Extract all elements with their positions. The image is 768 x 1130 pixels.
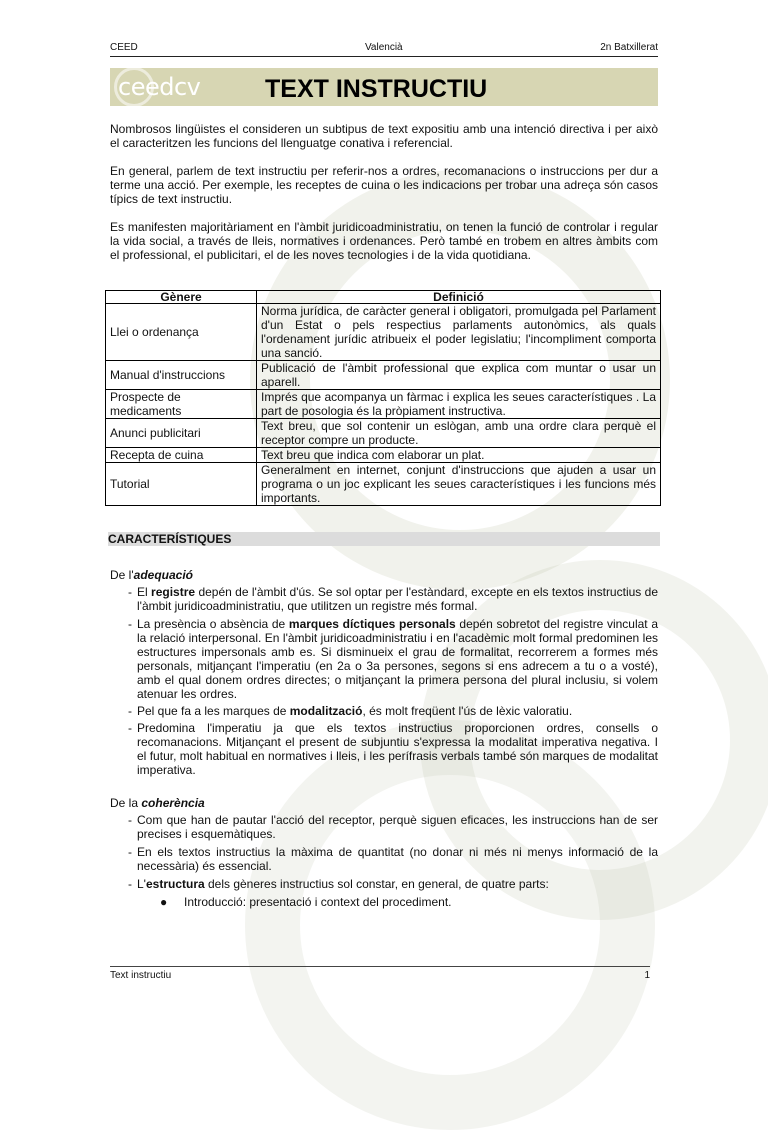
bullet-icon: ● [160,895,168,909]
intro-paragraph: En general, parlem de text instructiu per referir-nos a ordres, recomanacions o instruccions per dur a terme una acció. Per exemple, les receptes de cuina o les indicacions per trobar una adreça són casos típics de text instructiu. [110,164,658,206]
genre-cell: Anunci publicitari [106,419,257,448]
column-header: Definició [257,291,661,304]
list-item: - L'estructura dels gèneres instructius sol constar, en general, de quatre parts: [128,877,549,891]
subsection-title: De l'adequació [110,568,193,582]
table-row [106,419,661,448]
ceedcv-logo: ceedcv [118,73,200,101]
table-row [106,390,661,419]
watermark-ring [245,720,655,1130]
title-banner [110,68,658,106]
section-heading: CARACTERÍSTIQUES [108,532,660,546]
page-title: TEXT INSTRUCTIU [265,75,488,103]
intro-paragraph: Nombrosos lingüistes el consideren un subtipus de text expositiu amb una intenció directiva i per això el caracteritzen les funcions del llenguatge conativa i referencial. [110,122,658,150]
intro-paragraph: Es manifesten majoritàriament en l'àmbit juridicoadministratiu, on tenen la funció de controlar i regular la vida social, a través de lleis, normatives i ordenances. Però també en trobem en altres àmbits com el professional, el publicitari, el de les noves tecnologies i de la vida quotidiana. [110,220,658,262]
table-row [106,361,661,390]
header-right: 2n Batxillerat [600,42,658,53]
genre-cell: Llei o ordenança [106,304,257,361]
list-item: - Com que han de pautar l'acció del receptor, perquè siguen eficaces, les instruccions han de ser precises i esquemàtiques. [128,813,658,841]
table-row [106,448,661,463]
header-center: Valencià [365,42,403,53]
definition-cell: Publicació de l'àmbit professional que explica com muntar o usar un aparell. [257,361,661,390]
page-header [110,42,658,57]
genres-table [105,290,661,506]
definition-cell: Imprés que acompanya un fàrmac i explica les seues característiques . La part de posologia és la pròpiament instructiva. [257,390,661,419]
definition-cell: Generalment en internet, conjunt d'instruccions que ajuden a usar un programa o un joc explicant les seues característiques i les funcions més importants. [257,463,661,506]
table-header-row [106,291,661,304]
list-item: - El registre depén de l'àmbit d'ús. Se sol optar per l'estàndard, excepte en els textos instructius de l'àmbit juridicoadministratiu, que utilitzen un registre més formal. [128,585,658,613]
list-item: - Pel que fa a les marques de modalització, és molt freqüent l'ús de lèxic valoratiu. [128,704,573,718]
genre-cell: Prospecte de medicaments [106,390,257,419]
bullet-item: ● Introducció: presentació i context del procediment. [160,895,452,909]
definition-cell: Norma jurídica, de caràcter general i obligatori, promulgada pel Parlament d'un Estat o pels respectius parlaments autonòmics, als quals l'ordenament jurídic atribueix el poder legislatiu; l'incompliment comporta una sanció. [257,304,661,361]
definition-cell: Text breu que indica com elaborar un plat. [257,448,661,463]
list-item: - Predomina l'imperatiu ja que els textos instructius proporcionen ordres, consells o recomanacions. Mitjançant el present de subjuntiu s'expressa la modalitat imperativa negativa. I el futur, molt habitual en normatives i lleis, i les perífrasis verbals també són marques de modalitat imperativa. [128,721,658,777]
header-left: CEED [110,42,138,53]
genre-cell: Manual d'instruccions [106,361,257,390]
column-header: Gènere [106,291,257,304]
list-item: - La presència o absència de marques díctiques personals depén sobretot del registre vinculat a la relació interpersonal. En l'àmbit juridicoadministratiu i en l'acadèmic molt formal predominen les estructures impersonals amb es. Si disminueix el grau de formalitat, recorrerem a formes més personals, mitjançant l'imperatiu (en 2a o 3a persones, segons si ens adrecem a tu o a vosté), amb el qual donem ordres directes; o mitjançant la primera persona del plural inclusiu, si volem atenuar les ordres. [128,617,658,701]
definition-cell: Text breu, que sol contenir un eslògan, amb una ordre clara perquè el receptor compre un producte. [257,419,661,448]
table-row [106,304,661,361]
genre-cell: Recepta de cuina [106,448,257,463]
list-item: - En els textos instructius la màxima de quantitat (no donar ni més ni menys informació de la necessària) és essencial. [128,845,658,873]
genre-cell: Tutorial [106,463,257,506]
footer-left: Text instructiu [110,970,172,981]
subsection-title: De la coherència [110,796,205,810]
page-number: 1 [644,970,650,981]
page-footer [110,966,650,981]
table-row [106,463,661,506]
